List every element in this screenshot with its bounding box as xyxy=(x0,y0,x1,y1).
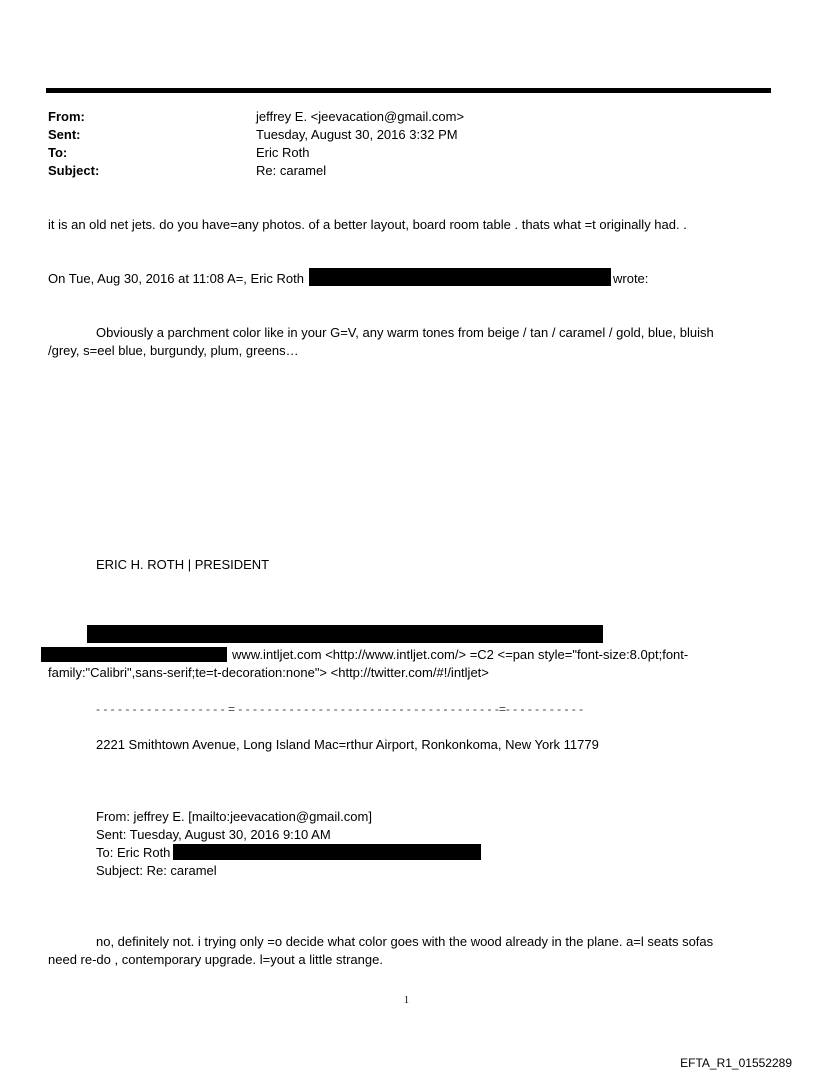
quote-para-line-1: Obviously a parchment color like in your G=V, any warm tones from beige / tan / caramel / gold, blue, bluish xyxy=(96,325,714,340)
last-para-line-1: no, definitely not. i trying only =o decide what color goes with the wood already in the plane. a=l seats sofas xyxy=(96,934,714,949)
redaction-bar xyxy=(173,844,481,860)
reply-line: it is an old net jets. do you have=any photos. of a better layout, board room table . thats what =t originally had. . xyxy=(48,217,687,232)
signature: ERIC H. ROTH | PRESIDENT xyxy=(96,557,270,572)
fwd-subject: Subject: Re: caramel xyxy=(96,863,217,878)
address: 2221 Smithtown Avenue, Long Island Mac=rthur Airport, Ronkonkoma, New York 11779 xyxy=(96,737,599,752)
last-para-line-2: need re-do , contemporary upgrade. l=yout a little strange. xyxy=(48,952,383,967)
quote-intro-right: wrote: xyxy=(613,271,649,286)
from-value: jeffrey E. <jeevacation@gmail.com> xyxy=(256,109,465,124)
dash-divider: - - - - - - - - - - - - - - - - - - = - - - - - - - - - - - - - - - - - - - - - - - - - - - - - - - - - - - -=- - - - - - - - - - - xyxy=(96,702,584,716)
fwd-from: From: jeffrey E. [mailto:jeevacation@gmail.com] xyxy=(96,809,372,824)
subject-value: Re: caramel xyxy=(256,163,327,178)
fwd-sent: Sent: Tuesday, August 30, 2016 9:10 AM xyxy=(96,827,331,842)
to-label: To: xyxy=(48,145,68,160)
redaction-bar xyxy=(41,647,227,662)
sent-label: Sent: xyxy=(48,127,81,142)
links-line-2: family:"Calibri",sans-serif;te=t-decoration:none"> <http://twitter.com/#!/intljet> xyxy=(48,665,489,680)
redaction-bar xyxy=(87,625,603,643)
header-rule xyxy=(46,88,771,93)
from-label: From: xyxy=(48,109,85,124)
quote-intro-left: On Tue, Aug 30, 2016 at 11:08 A=, Eric Roth xyxy=(48,271,304,286)
page-number: 1 xyxy=(404,995,409,1006)
quote-para-line-2: /grey, s=eel blue, burgundy, plum, greens… xyxy=(48,343,299,358)
links-line-1: www.intljet.com <http://www.intljet.com/> =C2 <=pan style="font-size:8.0pt;font- xyxy=(232,647,689,662)
redaction-bar xyxy=(309,268,611,286)
subject-label: Subject: xyxy=(48,163,100,178)
bates-number: EFTA_R1_01552289 xyxy=(680,1056,792,1070)
fwd-to: To: Eric Roth xyxy=(96,845,171,860)
sent-value: Tuesday, August 30, 2016 3:32 PM xyxy=(256,127,458,142)
to-value: Eric Roth xyxy=(256,145,310,160)
